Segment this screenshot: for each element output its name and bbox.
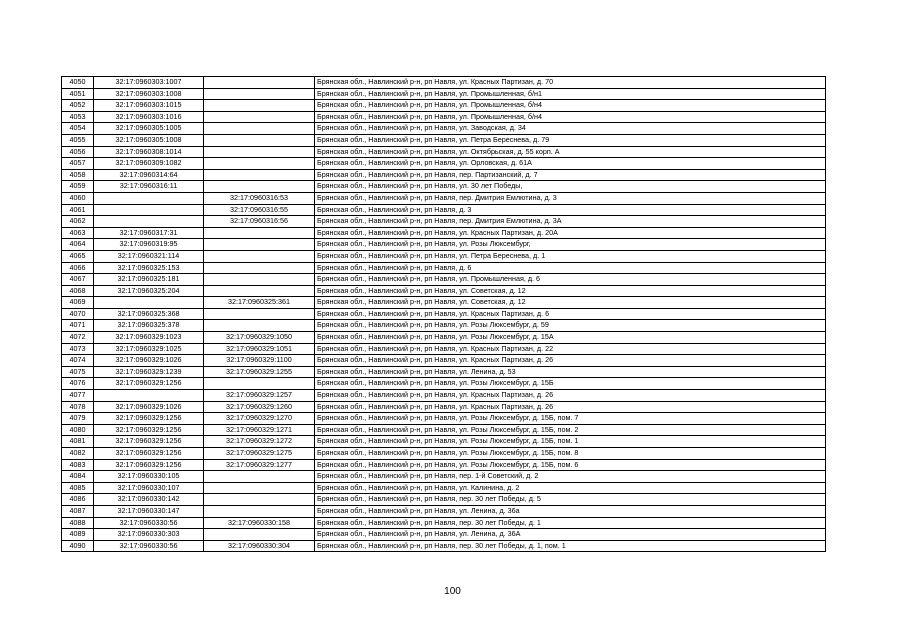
table-row: [62, 88, 826, 100]
address-cell: Брянская обл., Навлинский р-н, рп Навля, ул. Красных Партизан, д. 6: [315, 308, 826, 320]
address-cell: Брянская обл., Навлинский р-н, рп Навля, ул. Красных Партизан, д. 22: [315, 343, 826, 355]
table-row: [62, 250, 826, 262]
cadastral-number-cell: 32:17:0960325:204: [94, 285, 204, 297]
cadastral-number-cell: 32:17:0960314:64: [94, 169, 204, 181]
cadastral-number-cell: [94, 192, 204, 204]
row-number-cell: 4067: [62, 274, 94, 286]
address-cell: Брянская обл., Навлинский р-н, рп Навля, ул. Ленина, д. 36а: [315, 505, 826, 517]
table-row: [62, 366, 826, 378]
address-cell: Брянская обл., Навлинский р-н, рп Навля, ул. Петра Береснева, д. 79: [315, 134, 826, 146]
address-cell: Брянская обл., Навлинский р-н, рп Навля, пер. Дмитрия Емлютина, д. 3: [315, 192, 826, 204]
address-cell: Брянская обл., Навлинский р-н, рп Навля, пер. 30 лет Победы, д. 1, пом. 1: [315, 540, 826, 552]
row-number-cell: 4086: [62, 494, 94, 506]
address-cell: Брянская обл., Навлинский р-н, рп Навля, ул. Красных Партизан, д. 26: [315, 401, 826, 413]
address-cell: Брянская обл., Навлинский р-н, рп Навля, ул. Калинина, д. 2: [315, 482, 826, 494]
cadastral-number-cell: 32:17:0960325:181: [94, 274, 204, 286]
address-cell: Брянская обл., Навлинский р-н, рп Навля, ул. Розы Люксембург, д. 15Б, пом. 7: [315, 413, 826, 425]
table-row: [62, 262, 826, 274]
table-row: [62, 436, 826, 448]
address-cell: Брянская обл., Навлинский р-н, рп Навля, ул. Красных Партизан, д. 20А: [315, 227, 826, 239]
cadastral-number-cell: 32:17:0960329:1025: [94, 343, 204, 355]
row-number-cell: 4069: [62, 297, 94, 309]
object-cadastral-number-cell: [204, 123, 315, 135]
address-cell: Брянская обл., Навлинский р-н, рп Навля, пер. Дмитрия Емлютина, д. 3А: [315, 216, 826, 228]
object-cadastral-number-cell: [204, 274, 315, 286]
object-cadastral-number-cell: 32:17:0960330:158: [204, 517, 315, 529]
cadastral-number-cell: 32:17:0960329:1256: [94, 378, 204, 390]
table-row: [62, 111, 826, 123]
cadastral-number-cell: 32:17:0960325:368: [94, 308, 204, 320]
address-cell: Брянская обл., Навлинский р-н, рп Навля, ул. Розы Люксембург, д. 15А: [315, 332, 826, 344]
object-cadastral-number-cell: 32:17:0960329:1275: [204, 448, 315, 460]
object-cadastral-number-cell: [204, 239, 315, 251]
object-cadastral-number-cell: 32:17:0960329:1260: [204, 401, 315, 413]
row-number-cell: 4054: [62, 123, 94, 135]
row-number-cell: 4061: [62, 204, 94, 216]
address-cell: Брянская обл., Навлинский р-н, рп Навля, пер. Партизанский, д. 7: [315, 169, 826, 181]
cadastral-number-cell: 32:17:0960303:1007: [94, 77, 204, 89]
row-number-cell: 4074: [62, 355, 94, 367]
object-cadastral-number-cell: 32:17:0960329:1051: [204, 343, 315, 355]
cadastral-number-cell: 32:17:0960330:105: [94, 471, 204, 483]
row-number-cell: 4076: [62, 378, 94, 390]
cadastral-number-cell: 32:17:0960325:153: [94, 262, 204, 274]
row-number-cell: 4090: [62, 540, 94, 552]
object-cadastral-number-cell: [204, 494, 315, 506]
object-cadastral-number-cell: [204, 308, 315, 320]
row-number-cell: 4084: [62, 471, 94, 483]
table-row: [62, 413, 826, 425]
row-number-cell: 4064: [62, 239, 94, 251]
address-cell: Брянская обл., Навлинский р-н, рп Навля, ул. Промышленная, б/н1: [315, 88, 826, 100]
object-cadastral-number-cell: [204, 262, 315, 274]
table-row: [62, 181, 826, 193]
object-cadastral-number-cell: 32:17:0960329:1272: [204, 436, 315, 448]
row-number-cell: 4088: [62, 517, 94, 529]
cadastral-number-cell: 32:17:0960329:1023: [94, 332, 204, 344]
table-row: [62, 448, 826, 460]
table-row: [62, 192, 826, 204]
object-cadastral-number-cell: 32:17:0960329:1270: [204, 413, 315, 425]
cadastral-number-cell: 32:17:0960308:1014: [94, 146, 204, 158]
table-row: [62, 482, 826, 494]
address-cell: Брянская обл., Навлинский р-н, рп Навля, пер. 30 лет Победы, д. 1: [315, 517, 826, 529]
object-cadastral-number-cell: 32:17:0960329:1050: [204, 332, 315, 344]
cadastral-number-cell: 32:17:0960303:1015: [94, 100, 204, 112]
row-number-cell: 4058: [62, 169, 94, 181]
table-row: [62, 239, 826, 251]
cadastral-number-cell: [94, 216, 204, 228]
object-cadastral-number-cell: [204, 181, 315, 193]
address-cell: Брянская обл., Навлинский р-н, рп Навля, ул. Ленина, д. 36А: [315, 529, 826, 541]
table-row: [62, 529, 826, 541]
address-cell: Брянская обл., Навлинский р-н, рп Навля, ул. Промышленная, б/н4: [315, 100, 826, 112]
object-cadastral-number-cell: [204, 320, 315, 332]
address-cell: Брянская обл., Навлинский р-н, рп Навля, ул. Ленина, д. 53: [315, 366, 826, 378]
table-row: [62, 158, 826, 170]
object-cadastral-number-cell: 32:17:0960316:55: [204, 204, 315, 216]
address-cell: Брянская обл., Навлинский р-н, рп Навля, ул. Розы Люксембург, д. 15Б, пом. 1: [315, 436, 826, 448]
object-cadastral-number-cell: 32:17:0960316:56: [204, 216, 315, 228]
cadastral-number-cell: 32:17:0960329:1256: [94, 424, 204, 436]
address-cell: Брянская обл., Навлинский р-н, рп Навля, д. 6: [315, 262, 826, 274]
cadastral-number-cell: 32:17:0960330:56: [94, 540, 204, 552]
table-row: [62, 134, 826, 146]
row-number-cell: 4083: [62, 459, 94, 471]
cadastral-number-cell: 32:17:0960321:114: [94, 250, 204, 262]
object-cadastral-number-cell: 32:17:0960325:361: [204, 297, 315, 309]
object-cadastral-number-cell: [204, 285, 315, 297]
address-cell: Брянская обл., Навлинский р-н, рп Навля, ул. Заводская, д. 34: [315, 123, 826, 135]
address-cell: Брянская обл., Навлинский р-н, рп Навля, ул. 30 лет Победы,: [315, 181, 826, 193]
row-number-cell: 4059: [62, 181, 94, 193]
cadastral-number-cell: 32:17:0960330:56: [94, 517, 204, 529]
table-row: [62, 390, 826, 402]
address-cell: Брянская обл., Навлинский р-н, рп Навля, пер. 30 лет Победы, д. 5: [315, 494, 826, 506]
object-cadastral-number-cell: [204, 471, 315, 483]
table-row: [62, 227, 826, 239]
row-number-cell: 4073: [62, 343, 94, 355]
row-number-cell: 4055: [62, 134, 94, 146]
table-row: [62, 308, 826, 320]
address-cell: Брянская обл., Навлинский р-н, рп Навля, ул. Орловская, д. 61А: [315, 158, 826, 170]
object-cadastral-number-cell: [204, 88, 315, 100]
object-cadastral-number-cell: [204, 134, 315, 146]
cadastral-number-cell: 32:17:0960329:1239: [94, 366, 204, 378]
address-cell: Брянская обл., Навлинский р-н, рп Навля, ул. Петра Береснева, д. 1: [315, 250, 826, 262]
object-cadastral-number-cell: [204, 482, 315, 494]
table-row: [62, 100, 826, 112]
registry-table-body: [62, 77, 826, 552]
row-number-cell: 4072: [62, 332, 94, 344]
table-row: [62, 332, 826, 344]
cadastral-number-cell: 32:17:0960330:142: [94, 494, 204, 506]
cadastral-number-cell: 32:17:0960330:303: [94, 529, 204, 541]
row-number-cell: 4051: [62, 88, 94, 100]
row-number-cell: 4053: [62, 111, 94, 123]
object-cadastral-number-cell: [204, 100, 315, 112]
cadastral-number-cell: 32:17:0960325:378: [94, 320, 204, 332]
cadastral-number-cell: 32:17:0960303:1008: [94, 88, 204, 100]
table-row: [62, 285, 826, 297]
address-cell: Брянская обл., Навлинский р-н, рп Навля, пер. 1-й Советский, д. 2: [315, 471, 826, 483]
address-cell: Брянская обл., Навлинский р-н, рп Навля, ул. Промышленная, д. 6: [315, 274, 826, 286]
cadastral-number-cell: 32:17:0960329:1256: [94, 448, 204, 460]
row-number-cell: 4066: [62, 262, 94, 274]
table-row: [62, 146, 826, 158]
row-number-cell: 4063: [62, 227, 94, 239]
row-number-cell: 4065: [62, 250, 94, 262]
object-cadastral-number-cell: [204, 111, 315, 123]
cadastral-number-cell: 32:17:0960330:107: [94, 482, 204, 494]
row-number-cell: 4057: [62, 158, 94, 170]
cadastral-number-cell: 32:17:0960319:95: [94, 239, 204, 251]
row-number-cell: 4082: [62, 448, 94, 460]
row-number-cell: 4068: [62, 285, 94, 297]
cadastral-number-cell: [94, 390, 204, 402]
object-cadastral-number-cell: [204, 158, 315, 170]
page-number: 100: [444, 586, 461, 597]
row-number-cell: 4070: [62, 308, 94, 320]
row-number-cell: 4050: [62, 77, 94, 89]
cadastral-number-cell: 32:17:0960305:1005: [94, 123, 204, 135]
address-cell: Брянская обл., Навлинский р-н, рп Навля, ул. Красных Партизан, д. 26: [315, 355, 826, 367]
table-row: [62, 378, 826, 390]
cadastral-number-cell: [94, 204, 204, 216]
row-number-cell: 4087: [62, 505, 94, 517]
table-row: [62, 494, 826, 506]
address-cell: Брянская обл., Навлинский р-н, рп Навля, ул. Октябрьская, д. 55 корп. А: [315, 146, 826, 158]
address-cell: Брянская обл., Навлинский р-н, рп Навля, ул. Советская, д. 12: [315, 285, 826, 297]
table-row: [62, 471, 826, 483]
address-cell: Брянская обл., Навлинский р-н, рп Навля, ул. Промышленная, б/н4: [315, 111, 826, 123]
row-number-cell: 4077: [62, 390, 94, 402]
table-row: [62, 505, 826, 517]
cadastral-number-cell: [94, 297, 204, 309]
table-row: [62, 424, 826, 436]
table-row: [62, 343, 826, 355]
object-cadastral-number-cell: [204, 529, 315, 541]
cadastral-number-cell: 32:17:0960316:11: [94, 181, 204, 193]
object-cadastral-number-cell: 32:17:0960329:1271: [204, 424, 315, 436]
object-cadastral-number-cell: [204, 227, 315, 239]
address-cell: Брянская обл., Навлинский р-н, рп Навля, ул. Розы Люксембург, д. 15Б, пом. 8: [315, 448, 826, 460]
object-cadastral-number-cell: 32:17:0960330:304: [204, 540, 315, 552]
cadastral-number-cell: 32:17:0960309:1082: [94, 158, 204, 170]
table-row: [62, 204, 826, 216]
address-cell: Брянская обл., Навлинский р-н, рп Навля, ул. Розы Люксембург, д. 15Б, пом. 6: [315, 459, 826, 471]
cadastral-number-cell: 32:17:0960317:31: [94, 227, 204, 239]
object-cadastral-number-cell: 32:17:0960329:1257: [204, 390, 315, 402]
address-cell: Брянская обл., Навлинский р-н, рп Навля, ул. Красных Партизан, д. 70: [315, 77, 826, 89]
row-number-cell: 4060: [62, 192, 94, 204]
row-number-cell: 4078: [62, 401, 94, 413]
object-cadastral-number-cell: 32:17:0960316:53: [204, 192, 315, 204]
object-cadastral-number-cell: [204, 77, 315, 89]
cadastral-number-cell: 32:17:0960329:1026: [94, 401, 204, 413]
table-row: [62, 77, 826, 89]
object-cadastral-number-cell: 32:17:0960329:1255: [204, 366, 315, 378]
table-row: [62, 401, 826, 413]
table-row: [62, 355, 826, 367]
table-row: [62, 297, 826, 309]
table-row: [62, 320, 826, 332]
object-cadastral-number-cell: [204, 250, 315, 262]
object-cadastral-number-cell: [204, 378, 315, 390]
cadastral-number-cell: 32:17:0960329:1256: [94, 459, 204, 471]
address-cell: Брянская обл., Навлинский р-н, рп Навля, ул. Розы Люксембург, д. 59: [315, 320, 826, 332]
cadastral-number-cell: 32:17:0960329:1026: [94, 355, 204, 367]
address-cell: Брянская обл., Навлинский р-н, рп Навля, д. 3: [315, 204, 826, 216]
table-row: [62, 459, 826, 471]
address-cell: Брянская обл., Навлинский р-н, рп Навля, ул. Красных Партизан, д. 26: [315, 390, 826, 402]
table-row: [62, 540, 826, 552]
table-row: [62, 216, 826, 228]
object-cadastral-number-cell: 32:17:0960329:1277: [204, 459, 315, 471]
table-row: [62, 169, 826, 181]
object-cadastral-number-cell: 32:17:0960329:1100: [204, 355, 315, 367]
cadastral-number-cell: 32:17:0960303:1016: [94, 111, 204, 123]
cadastral-number-cell: 32:17:0960329:1256: [94, 413, 204, 425]
row-number-cell: 4056: [62, 146, 94, 158]
row-number-cell: 4089: [62, 529, 94, 541]
table-row: [62, 123, 826, 135]
row-number-cell: 4079: [62, 413, 94, 425]
row-number-cell: 4052: [62, 100, 94, 112]
object-cadastral-number-cell: [204, 505, 315, 517]
row-number-cell: 4062: [62, 216, 94, 228]
address-cell: Брянская обл., Навлинский р-н, рп Навля, ул. Розы Люксембург, д. 15Б: [315, 378, 826, 390]
object-cadastral-number-cell: [204, 146, 315, 158]
table-row: [62, 517, 826, 529]
row-number-cell: 4085: [62, 482, 94, 494]
table-row: [62, 274, 826, 286]
object-cadastral-number-cell: [204, 169, 315, 181]
address-cell: Брянская обл., Навлинский р-н, рп Навля, ул. Розы Люксембург,: [315, 239, 826, 251]
address-cell: Брянская обл., Навлинский р-н, рп Навля, ул. Советская, д. 12: [315, 297, 826, 309]
row-number-cell: 4080: [62, 424, 94, 436]
property-registry-table: [61, 76, 826, 552]
row-number-cell: 4075: [62, 366, 94, 378]
cadastral-number-cell: 32:17:0960330:147: [94, 505, 204, 517]
address-cell: Брянская обл., Навлинский р-н, рп Навля, ул. Розы Люксембург, д. 15Б, пом. 2: [315, 424, 826, 436]
row-number-cell: 4081: [62, 436, 94, 448]
row-number-cell: 4071: [62, 320, 94, 332]
cadastral-number-cell: 32:17:0960329:1256: [94, 436, 204, 448]
cadastral-number-cell: 32:17:0960305:1008: [94, 134, 204, 146]
